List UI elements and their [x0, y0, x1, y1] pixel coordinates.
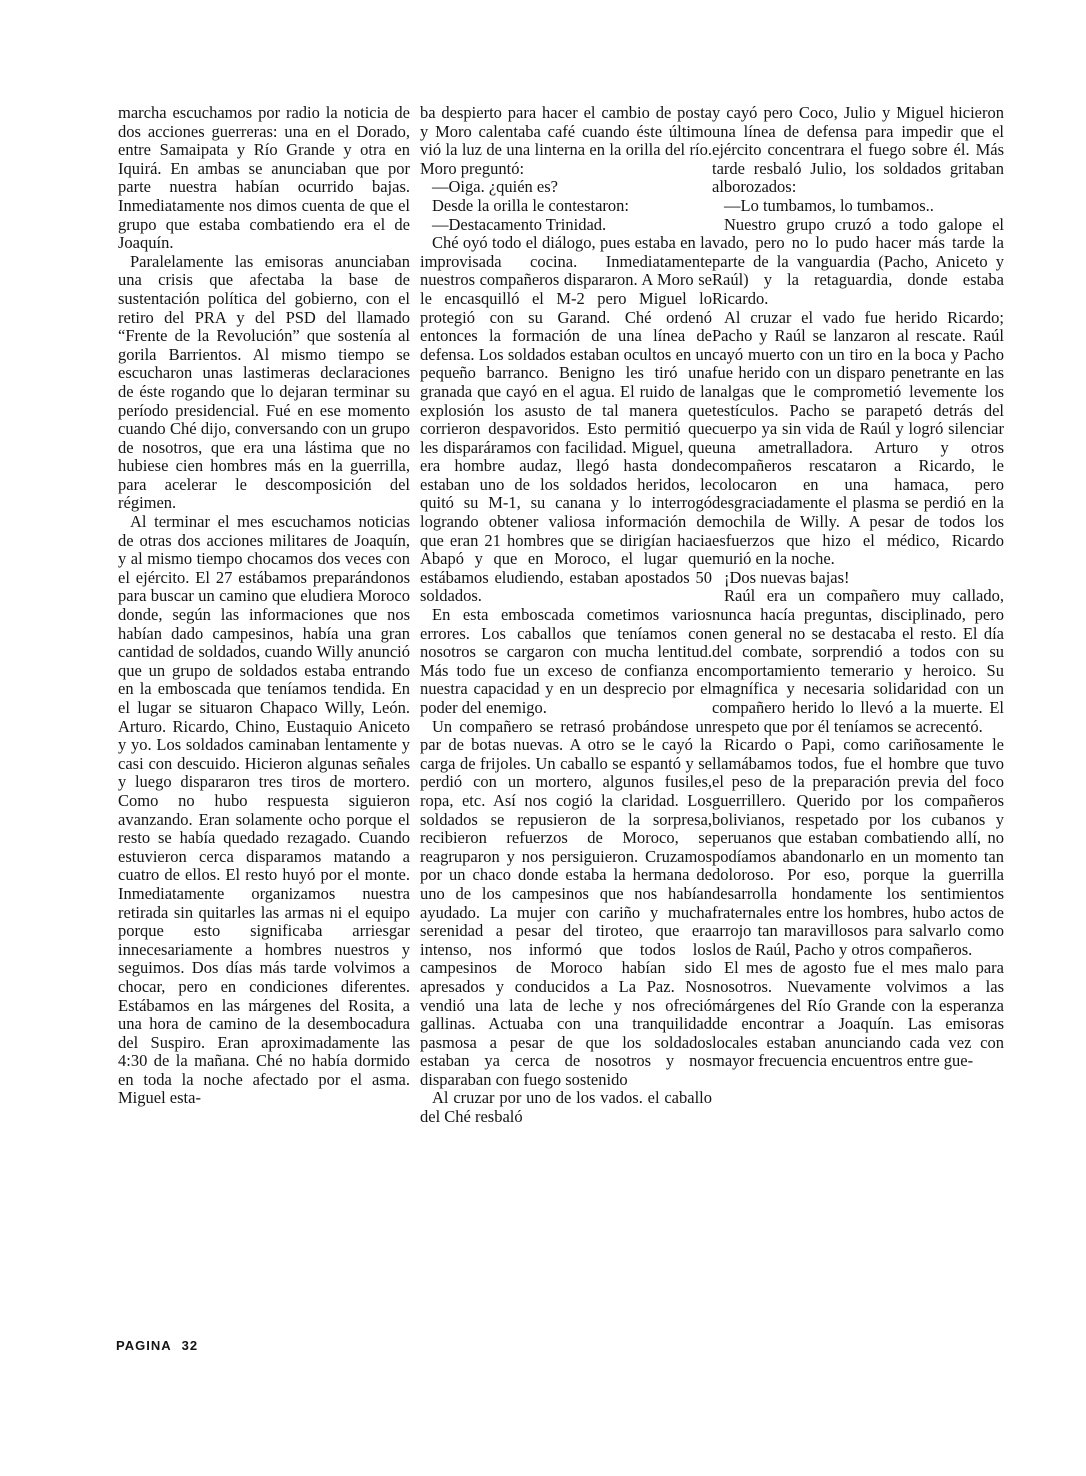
paragraph: ba despierto para hacer el cambio de posta y Moro calentaba café cuando éste último vió la luz de una linterna en la orilla del río. Moro preguntó:: [420, 103, 712, 178]
dialogue-line: —Destacamento Trinidad.: [432, 214, 607, 234]
paragraph: y cayó pero Coco, Julio y Miguel hicieron una línea de defensa para impedir que el ejército concentrara el fuego sobre él. Más tarde resbaló Julio, los soldados gritaban alborozados:: [712, 103, 1004, 197]
paragraph: Raúl era un compañero muy callado, nunca hacía preguntas, disciplinado, pero en general no se destacaba el resto. El día del combate, sorprendió a todos con su comportamiento temerario y heroico. Su magnífica y necesaria solidaridad con un compañero herido lo llevó a la muerte. El respeto que por él teníamos se acrecentó.: [712, 586, 1004, 736]
paragraph: Ricardo o Papi, como cariñosamente le llamábamos todos, fue el hombre que tuvo el peso de la preparación previa del foco guerrillero. Querido por los compañeros bolivianos, respetado por los cubanos y peruanos que estaban combatiendo allí, no podíamos abandonarlo en un momento tan doloroso. Por eso, porque la guerrilla desarrolla hondamente los sentimientos fraternales entre los hombres, hubo actos de arrojo tan maravillosos para salvarlo como los de Raúl, Pacho y otros compañeros.: [712, 735, 1004, 959]
paragraph: ¡Dos nuevas bajas!: [724, 567, 850, 587]
paragraph: Desde la orilla le contestaron:: [432, 195, 630, 215]
paragraph: Paralelamente las emisoras anunciaban una crisis que afectaba la base de sustentación política del gobierno, con el retiro del PRA y del PSD del llamado “Frente de la Revolución” que sostenía al gorila Barrientos. Al mismo tiempo se escucharon unas lastimeras declaraciones de éste rogando que lo dejaran terminar su período presidencial. Fué en ese momento cuando Ché dijo, conversando con un grupo de nosotros, que era una lástima que no hubiese cien hombres más en la guerrilla, para acelerar le descomposición del régimen.: [118, 251, 410, 513]
text-column-1: [118, 104, 410, 1108]
paragraph: En esta emboscada cometimos varios errores. Los caballos que teníamos con nosotros se cargaron con mucha lentitud. Más todo fue un exceso de confianza en nuestra capacidad y en un desprecio por el poder del enemigo.: [420, 605, 712, 717]
paragraph: Al cruzar por uno de los vados. el caballo del Ché resbaló: [420, 1088, 712, 1127]
page-footer: [116, 1338, 208, 1353]
paragraph: Ché oyó todo el diálogo, pues estaba en la improvisada cocina. Inmediatamente nuestros compañeros dispararon. A Moro se le encasquilló el M-2 pero Miguel lo protegió con su Garand. Ché ordenó entonces la formación de una línea de defensa. Los soldados estaban ocultos en un pequeño barranco. Benigno les tiró una granada que cayó en el agua. El ruido de la explosión los asusto de tal manera que corrieron despavoridos. Esto permitió que les disparáramos con facilidad. Miguel, que era hombre audaz, llegó hasta donde estaban uno de los soldados heridos, le quitó su M-1, su canana y lo interrogó logrando obtener valiosa información de que eran 21 hombres que se dirigían hacia Abapó y que en Moroco, el lugar que estábamos eludiendo, estaban apostados 50 soldados.: [420, 233, 712, 606]
paragraph: Al terminar el mes escuchamos noticias de otras dos acciones militares de Joaquín, y al mismo tiempo chocamos dos veces con el ejército. El 27 estábamos preparándonos para buscar un camino que eludiera Moroco donde, según las informaciones que nos habían dado campesinos, había una gran cantidad de soldados, cuando Willy anunció que un grupo de soldados estaba entrando en la emboscada que teníamos tendida. En el lugar se situaron Chapaco Willy, León. Arturo. Ricardo, Chino, Eustaquio Aniceto y yo. Los soldados caminaban lentamente y casi con descuido. Hicieron algunas señales y luego dispararon tres tiros de mortero. Como no hubo respuesta siguieron avanzando. Eran solamente ocho porque el resto se había quedado rezagado. Cuando estuvieron cerca disparamos matando a cuatro de ellos. El resto huyó por el monte. Inmediatamente organizamos nuestra retirada sin quitarles las armas ni el equipo porque esto significaba arriesgar innecesariamente a hombres nuestros y seguimos. Dos días más tarde volvimos a chocar, pero en condiciones diferentes. Estábamos en las márgenes del Rosita, a una hora de camino de la desembocadura del Suspiro. Eran aproximadamente las 4:30 de la mañana. Ché no había dormido en toda la noche afectado por el asma. Miguel esta-: [118, 512, 410, 1108]
page-label: PAGINA: [116, 1338, 172, 1353]
paragraph: Un compañero se retrasó probándose un par de botas nuevas. A otro se le cayó la carga de frijoles. Un caballo se espantó y se perdió con un mortero, algunos fusiles, ropa, etc. Así nos cogió la claridad. Los soldados se repusieron de la sorpresa, recibieron refuerzos de Moroco, se reagruparon y nos persiguieron. Cruzamos por un chaco donde estaba la hermana de uno de los campesinos que nos habían ayudado. La mujer con cariño y mucha serenidad a pesar del tiroteo, que era intenso, nos informó que todos los campesinos de Moroco habían sido apresados y conducidos a La Paz. Nos vendió una lata de leche y nos ofreció gallinas. Actuaba con una tranquilidad pasmosa a pesar de que los soldados estaban ya cerca de nosotros y nos disparaban con fuego sostenido: [420, 716, 712, 1089]
paragraph: Nuestro grupo cruzó a todo galope el vado, pero no lo pudo hacer más tarde la parte de la vanguardia (Pacho, Aniceto y Raúl) y la retaguardia, donde estaba Ricardo.: [712, 214, 1004, 308]
paragraph: Al cruzar el vado fue herido Ricardo; Pacho y Raúl se lanzaron al rescate. Raúl cayó muerto con un tiro en la boca y Pacho fue herido con un disparo penetrante en las nalgas que le comprometió levemente los testículos. Pacho se parapetó detrás del cuerpo ya sin vida de Raúl y logró silenciar una ametralladora. Arturo y otros compañeros rescataron a Ricardo, le colocaron en una hamaca, pero desgraciadamente el plasma se perdió en la mochila de Willy. A pesar de todos los esfuerzos que hizo el médico, Ricardo murió en la noche.: [712, 307, 1004, 569]
dialogue-line: —Lo tumbamos, lo tumbamos..: [724, 195, 934, 215]
dialogue-line: —Oiga. ¿quién es?: [432, 177, 558, 197]
page-number: 32: [181, 1338, 199, 1353]
text-column-2: [420, 104, 712, 1127]
paragraph: marcha escuchamos por radio la noticia de dos acciones guerreras: una en el Dorado, entre Samaipata y Río Grande y otra en Iquirá. En ambas se anunciaban que por parte nuestra habían ocurrido bajas. Inmediatamente nos dimos cuenta de que el grupo que estaba combatiendo era el de Joaquín.: [118, 103, 410, 253]
paragraph: El mes de agosto fue el mes malo para nosotros. Nuevamente volvimos a las márgenes del Río Grande con la esperanza de encontrar a Joaquín. Las emisoras locales estaban anunciando cada vez con mayor frecuencia encuentros entre gue-: [712, 958, 1004, 1071]
text-column-3: [712, 104, 1004, 1071]
